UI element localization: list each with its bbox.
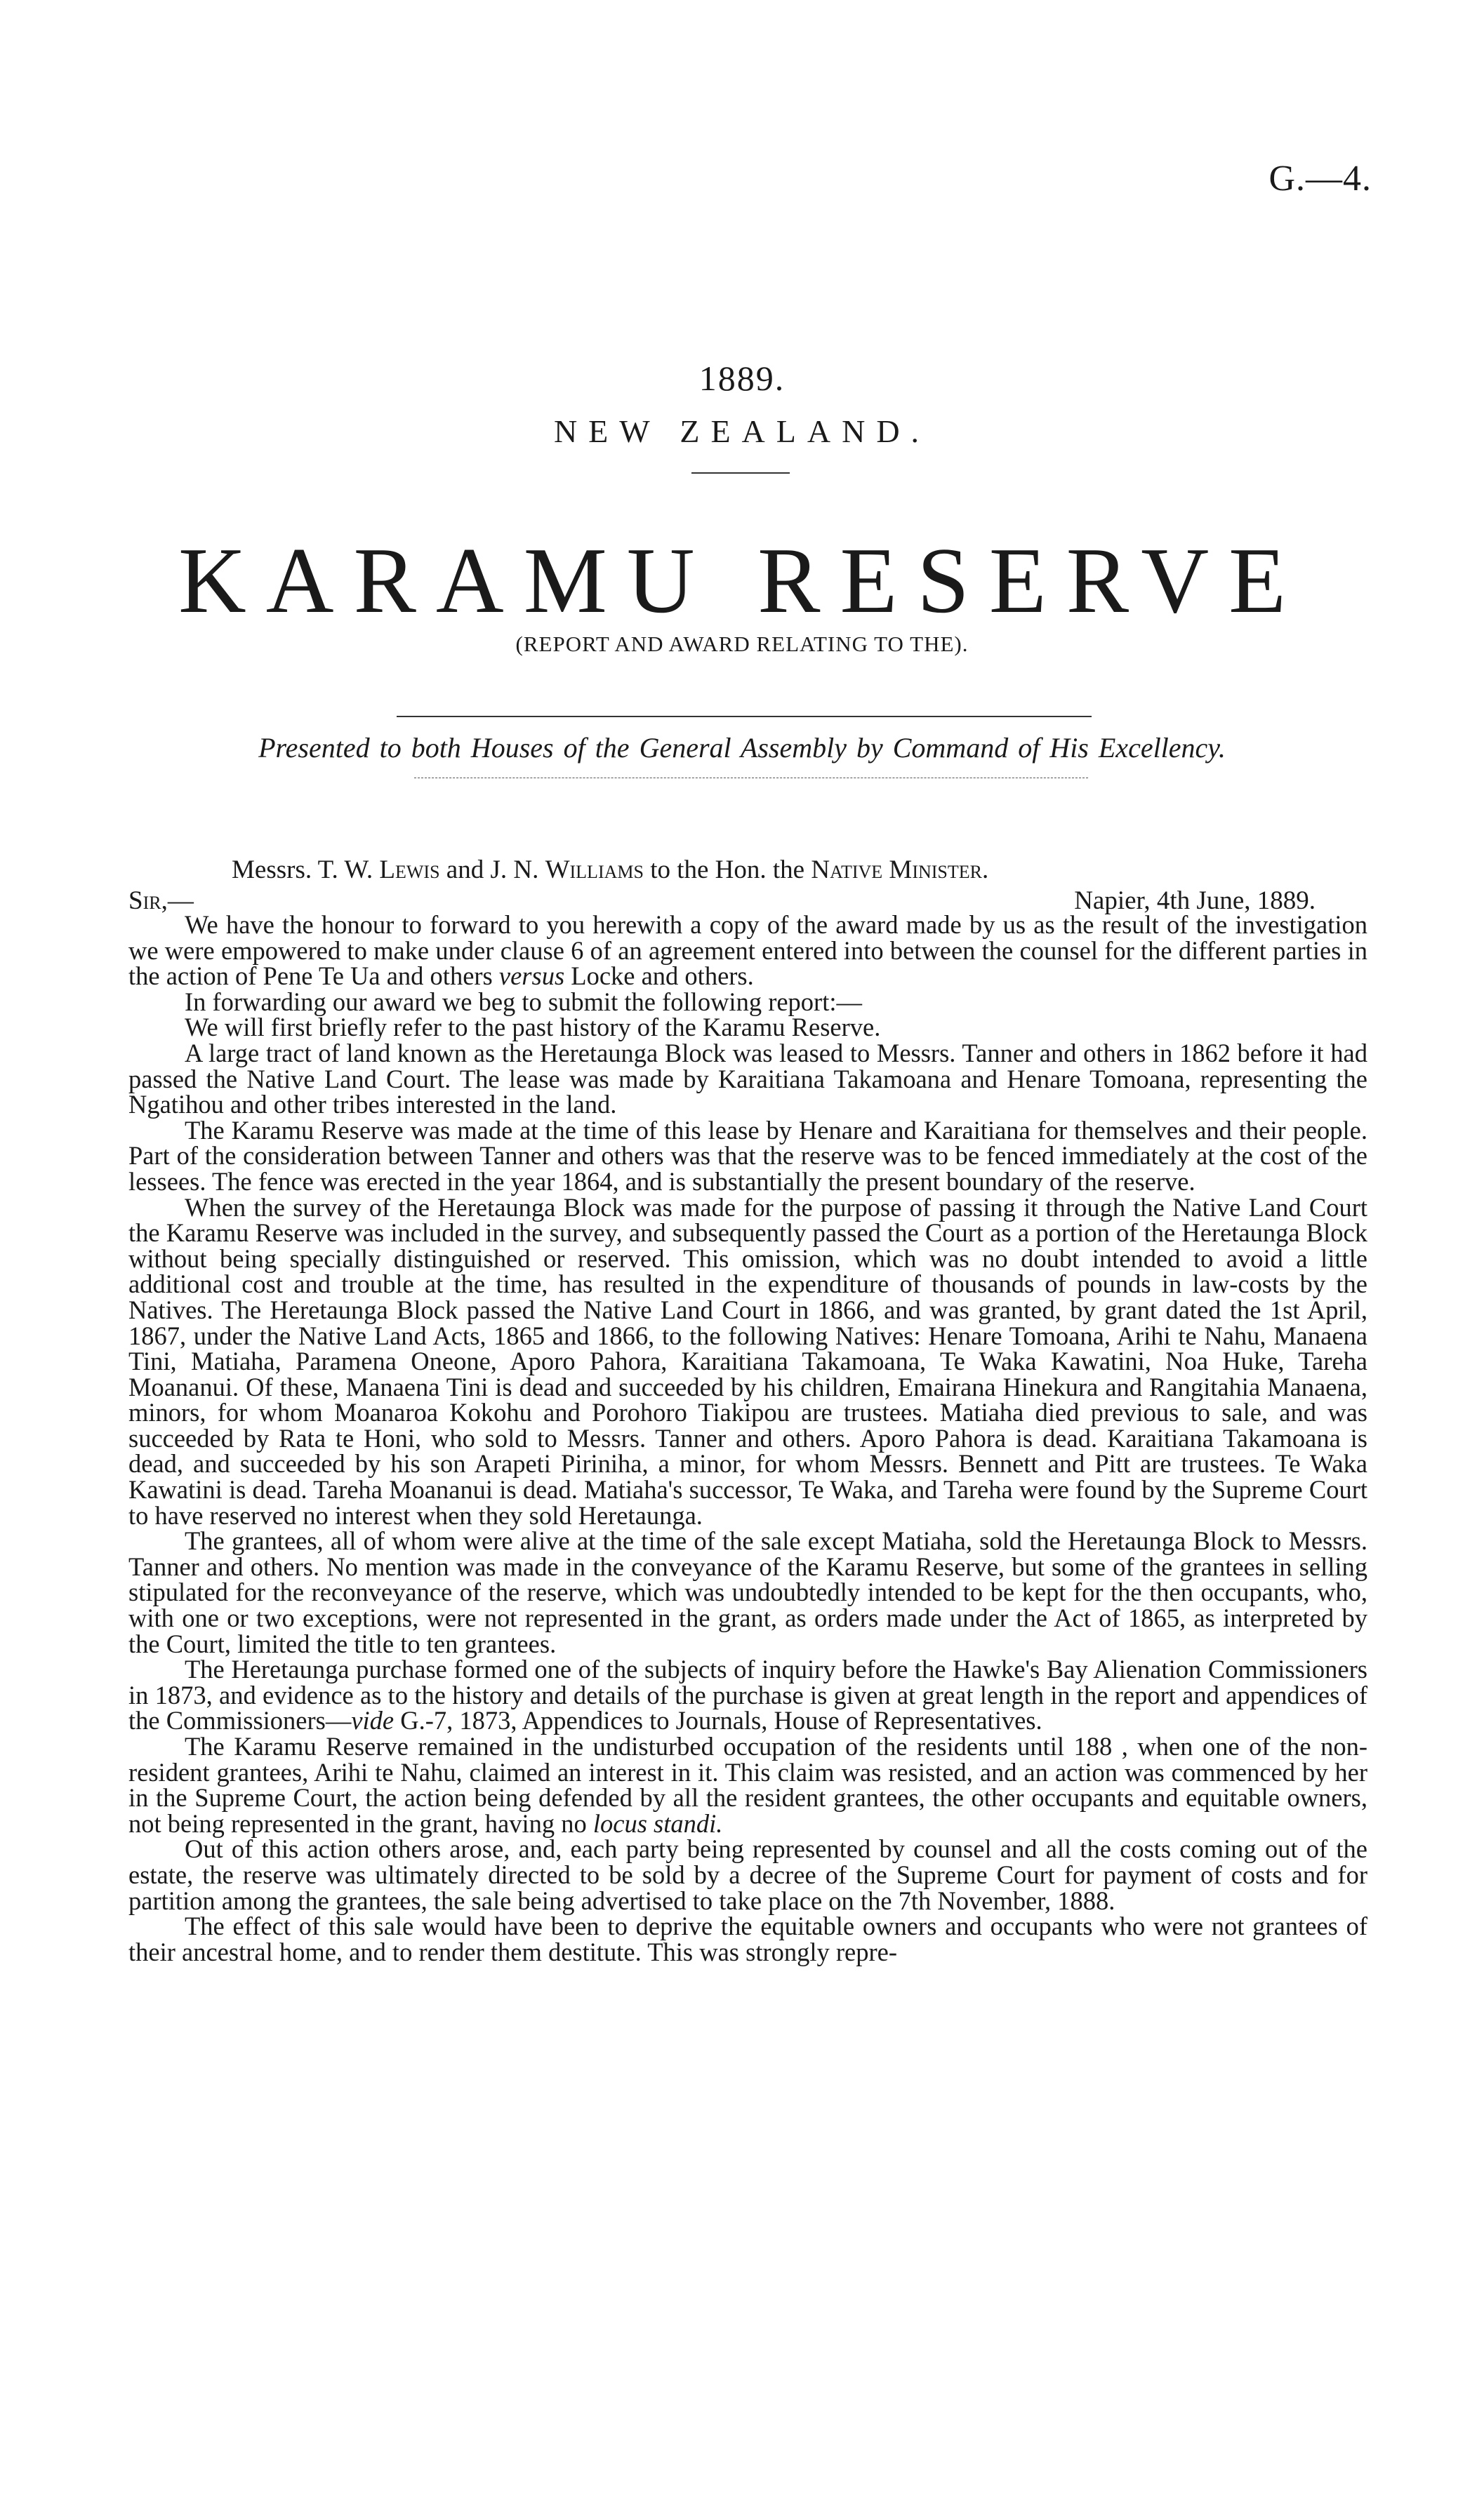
page-reference: G.—4. — [1268, 159, 1372, 199]
paragraph-1: We have the honour to forward to you herewith a copy of the award made by us as the result of the investigation we were empowered to make under clause 6 of an agreement entered into between the counsel for the different parties in the action of Pene Te Ua and others versus Locke and others. — [128, 910, 1367, 991]
paragraph-5: The Karamu Reserve was made at the time of this lease by Henare and Karaitiana for themselves and their people. Part of the consideration between Tanner and others was that the reserve was to be fenced immediately at the cost of the lessees. The fence was erected in the year 1864, and is substantially the present boundary of the reserve. — [128, 1115, 1367, 1196]
paragraph-7: The grantees, all of whom were alive at the time of the sale except Matiaha, sold the Heretaunga Block to Messrs. Tanner and others. No mention was made in the conveyance of the Karamu Reserve, but some of the grantees in selling stipulated for the reconveyance of the reserve, which was undoubtedly intended to be kept for the then occupants, who, with one or two exceptions, were not represented in the grant, as orders made under the Act of 1865, as interpreted by the Court, limited the title to ten grantees. — [128, 1526, 1367, 1658]
document-subtitle: (REPORT AND AWARD RELATING TO THE). — [515, 632, 969, 656]
paragraph-11: The effect of this sale would have been to deprive the equitable owners and occupants who were not grantees of their ancestral home, and to render them destitute. This was strongly repre- — [128, 1912, 1367, 1966]
letter-body — [128, 912, 1367, 1965]
paragraph-6: When the survey of the Heretaunga Block was made for the purpose of passing it through the Native Land Court the Karamu Reserve was included in the survey, and subsequently passed the Court as a portion of the Heretaunga Block without being specially distinguished or reserved. This omission, which was no doubt intended to avoid a little additional cost and trouble at the time, has resulted in the expenditure of thousands of pounds in law-costs by the Natives. The Heretaunga Block passed the Native Land Court in 1866, and was granted, by grant dated the 1st April, 1867, under the Native Land Acts, 1865 and 1866, to the following Natives: Henare Tomoana, Arihi te Nahu, Manaena Tini, Matiaha, Paramena Oneone, Aporo Pahora, Karaitiana Takamoana, Te Waka Kawatini, Noa Huke, Tareha Moananui. Of these, Manaena Tini is dead and succeeded by his children, Emairana Hinekura and Rangitahia Manaena, minors, for whom Moanaroa Kokohu and Porohoro Tiakipou are trustees. Matiaha died previous to sale, and was succeeded by Rata te Honi, who sold to Messrs. Tanner and others. Aporo Pahora is dead. Karaitiana Takamoana is dead, and succeeded by his son Arapeti Piriniha, a minor, for whom Messrs. Bennett and Pitt are trustees. Te Waka Kawatini is dead. Tareha Moananui is dead. Matiaha's successor, Te Waka, and Tareha were found by the Supreme Court to have reserved no interest when they sold Heretaunga. — [128, 1192, 1367, 1530]
paragraph-8: The Heretaunga purchase formed one of the subjects of inquiry before the Hawke's Bay Alienation Commissioners in 1873, and evidence as to the history and details of the purchase is given at great length in the report and appendices of the Commissioners—vide G.-7, 1873, Appendices to Journals, House of Representatives. — [128, 1655, 1367, 1735]
paragraph-3: We will first briefly refer to the past history of the Karamu Reserve. — [185, 1013, 881, 1042]
paragraph-4: A large tract of land known as the Heretaunga Block was leased to Messrs. Tanner and others in 1862 before it had passed the Native Land Court. The lease was made by Karaitiana Takamoana and Henare Tomoana, representing the Ngatihou and other tribes interested in the land. — [128, 1038, 1367, 1119]
presented-line: Presented to both Houses of the General Assembly by Command of His Excellency. — [258, 732, 1226, 764]
letter-date: Napier, 4th June, 1889. — [1074, 886, 1316, 915]
paragraph-2: In forwarding our award we beg to submit the following report:— — [185, 987, 862, 1016]
divider-top — [397, 716, 1092, 717]
document-title: KARAMU RESERVE — [178, 528, 1306, 632]
paragraph-10: Out of this action others arose, and, each party being represented by counsel and all the costs coming out of the estate, the reserve was ultimately directed to be sold by a decree of the Supreme Court for payment of costs and for partition among the grantees, the sale being advertised to take place on the 7th November, 1888. — [128, 1834, 1367, 1915]
paragraph-9: The Karamu Reserve remained in the undisturbed occupation of the residents until 188 , when one of the non-resident grantees, Arihi te Nahu, claimed an interest in it. This claim was resisted, and an action was commenced by her in the Supreme Court, the action being defended by all the resident grantees, the other occupants and equitable owners, not being represented in the grant, having no locus standi. — [128, 1732, 1367, 1838]
document-year: 1889. — [698, 359, 786, 398]
salutation: Sir,— — [128, 886, 194, 915]
letter-heading: Messrs. T. W. Lewis and J. N. Williams to the Hon. the Native Minister. — [232, 855, 989, 884]
divider-short — [691, 472, 790, 474]
country-heading: NEW ZEALAND. — [553, 413, 931, 449]
